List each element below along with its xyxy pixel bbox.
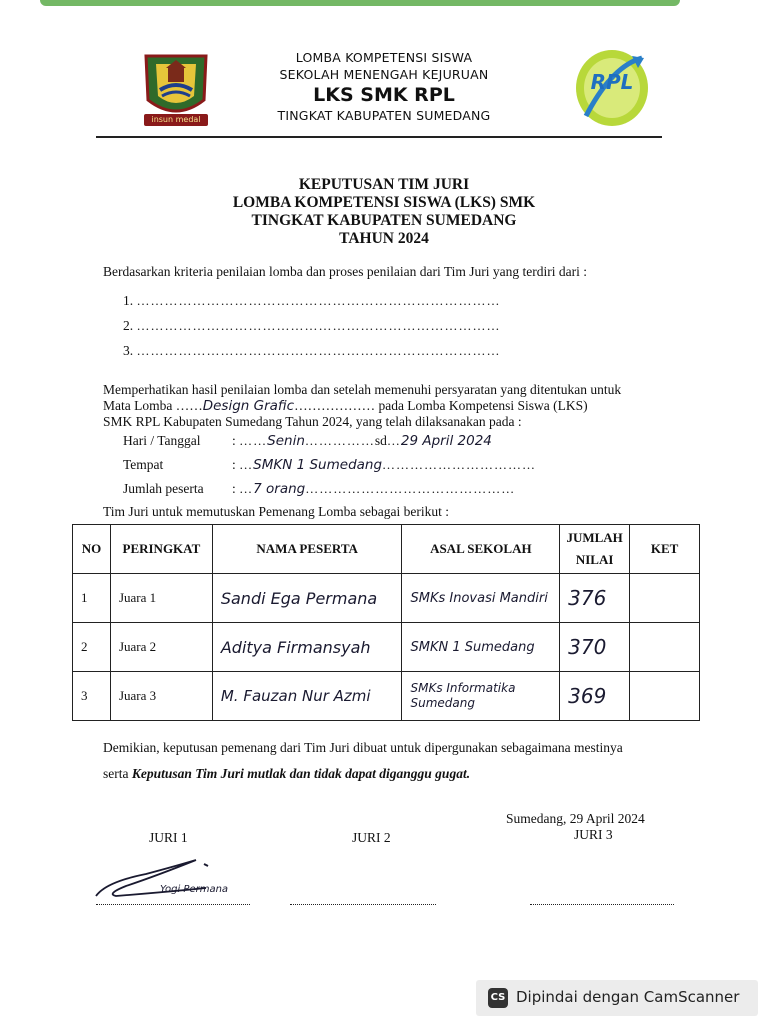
cell-school: SMKN 1 Sumedang [402,623,560,672]
top-color-bar [40,0,680,6]
closing-lead: serta [103,766,132,781]
cell-ket [630,623,700,672]
cell-name: M. Fauzan Nur Azmi [212,672,402,721]
cell-no: 3 [73,672,111,721]
jury-item-dots: …………………………………………………………………… [136,293,501,308]
cell-rank: Juara 1 [110,574,212,623]
intro-text: Berdasarkan kriteria penilaian lomba dan proses penilaian dari Tim Juri yang terdiri dari : [103,264,587,279]
detail-date-hand-2: 29 April 2024 [400,433,492,449]
signature-juri-1: JURI 1 [149,830,188,845]
signature-juri-2: JURI 2 [352,830,391,845]
detail-place-sep: : [232,457,236,472]
detail-date-mid: sd [374,433,387,448]
table-intro: Tim Juri untuk memutuskan Pemenang Lomba sebagai berikut : [103,504,449,519]
title-line-2: LOMBA KOMPETENSI SISWA (LKS) SMK [232,194,536,211]
para-line-3: SMK RPL Kabupaten Sumedang Tahun 2024, yang telah dilaksanakan pada : [103,414,522,429]
detail-date-hand-1: Senin [267,433,305,449]
jury-item-3 [123,343,501,359]
cell-name: Sandi Ega Permana [212,574,402,623]
table-row [73,623,700,672]
signature-line-1 [96,904,250,906]
detail-date-sep: : [232,433,236,448]
para-line-1: Memperhatikan hasil penilaian lomba dan setelah memenuhi persyaratan yang ditentukan untuk [103,382,622,397]
signature-line-2 [290,904,436,906]
detail-place-label: Tempat [123,457,164,472]
title-line-4: TAHUN 2024 [339,230,429,247]
cell-school: SMKs Informatika Sumedang [402,672,560,721]
cell-ket [630,672,700,721]
table-header-row [73,525,700,574]
para-subject-hand: Design Grafic [202,398,295,414]
cell-ket [630,574,700,623]
detail-count-sep: : [232,481,236,496]
col-header-name: NAMA PESERTA [212,525,402,574]
jury-item-number: 1. [123,293,134,308]
cell-name: Aditya Firmansyah [212,623,402,672]
signature-juri-3: JURI 3 [574,827,613,842]
camscanner-text: Dipindai dengan CamScanner [516,988,740,1006]
header-line-3: LKS SMK RPL [313,84,455,106]
closing-line-2 [103,766,470,782]
detail-count-label: Jumlah peserta [123,481,204,496]
header-divider [96,136,662,138]
signature-name-1: Yogi Permana [160,884,229,895]
cell-rank: Juara 2 [110,623,212,672]
title-line-3: TINGKAT KABUPATEN SUMEDANG [251,212,517,229]
camscanner-icon: CS [488,988,508,1008]
header-line-4: TINGKAT KABUPATEN SUMEDANG [277,108,491,123]
header-line-2: SEKOLAH MENENGAH KEJURUAN [279,67,489,82]
detail-place-value: : …SMKN 1 Sumedang…………………………… [232,457,537,473]
detail-place-hand: SMKN 1 Sumedang [253,457,383,473]
crest-ribbon-text: insun medal [151,115,201,124]
title-line-1: KEPUTUSAN TIM JURI [298,176,470,193]
col-header-rank: PERINGKAT [110,525,212,574]
cell-score: 376 [560,574,630,623]
para-subject-label: Mata Lomba …… [103,398,203,413]
rpl-logo-text: RPL [590,70,634,94]
col-header-school: ASAL SEKOLAH [402,525,560,574]
para-line-2 [103,398,588,414]
signature-place-date: Sumedang, 29 April 2024 [506,811,645,826]
closing-emphasis: Keputusan Tim Juri mutlak dan tidak dapat diganggu gugat. [131,766,471,781]
cell-school: SMKs Inovasi Mandiri [402,574,560,623]
winners-table [72,524,700,721]
jury-item-2 [123,318,501,334]
header-line-1: LOMBA KOMPETENSI SISWA [295,50,473,65]
detail-date-label: Hari / Tanggal [123,433,201,448]
detail-count-value: : …7 orang……………………………………… [232,481,516,497]
jury-item-dots: …………………………………………………………………… [136,318,501,333]
jury-item-number: 2. [123,318,134,333]
col-header-ket: KET [630,525,700,574]
cell-rank: Juara 3 [110,672,212,721]
cell-score: 369 [560,672,630,721]
jury-item-1 [123,293,501,309]
signature-line-3 [530,904,674,906]
col-header-score: JUMLAH NILAI [560,525,630,574]
detail-date-value: : ……Senin……………sd…29 April 2024 [232,433,492,449]
detail-count-hand: 7 orang [253,481,306,497]
cell-no: 2 [73,623,111,672]
jury-item-number: 3. [123,343,134,358]
cell-score: 370 [560,623,630,672]
jury-item-dots: …………………………………………………………………… [136,343,501,358]
col-header-no: NO [73,525,111,574]
table-row [73,672,700,721]
cell-no: 1 [73,574,111,623]
closing-line-1: Demikian, keputusan pemenang dari Tim Juri dibuat untuk dipergunakan sebagaimana mestinya [103,740,623,755]
para-subject-rest: ……………… pada Lomba Kompetensi Siswa (LKS) [294,398,588,413]
table-row [73,574,700,623]
